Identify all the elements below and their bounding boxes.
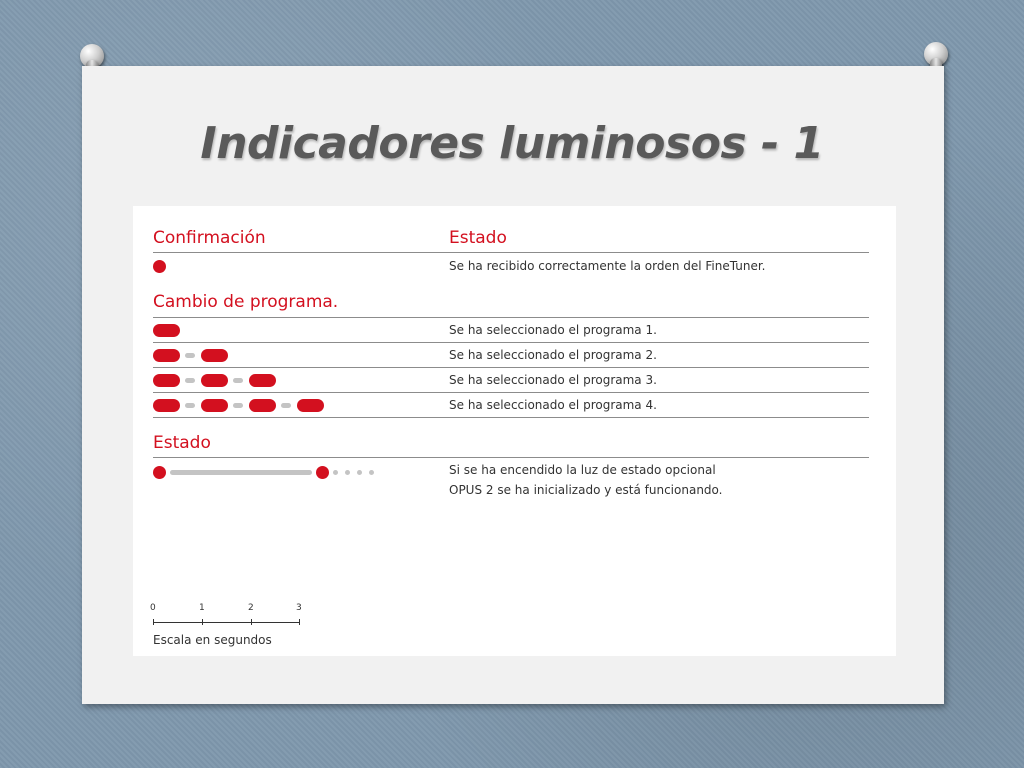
scale-axis — [153, 622, 299, 623]
pause-indicator — [185, 378, 195, 383]
program-change-header: Cambio de programa. — [153, 292, 339, 312]
state-header: Estado — [449, 228, 507, 248]
blink-indicator — [297, 399, 324, 412]
status-on-bar — [170, 470, 312, 475]
divider — [153, 317, 869, 318]
divider — [153, 392, 869, 393]
confirmation-header: Confirmación — [153, 228, 266, 248]
pause-indicator — [233, 378, 243, 383]
divider — [153, 342, 869, 343]
pause-indicator — [233, 403, 243, 408]
status-end-indicator — [316, 466, 329, 479]
confirmation-blink-indicator — [153, 260, 166, 273]
blink-indicator — [153, 324, 180, 337]
scale-tick-label: 0 — [150, 603, 156, 613]
divider — [153, 457, 869, 458]
pause-indicator — [281, 403, 291, 408]
scale-tick — [202, 619, 203, 625]
scale-tick-label: 3 — [296, 603, 302, 613]
status-description-line1: Si se ha encendido la luz de estado opcional — [449, 463, 716, 477]
program-description: Se ha seleccionado el programa 2. — [449, 348, 657, 362]
status-fade-dot — [357, 470, 362, 475]
status-fade-dot — [333, 470, 338, 475]
blink-indicator — [153, 349, 180, 362]
scale-tick-label: 2 — [248, 603, 254, 613]
confirmation-description: Se ha recibido correctamente la orden del FineTuner. — [449, 259, 766, 273]
blink-indicator — [201, 349, 228, 362]
indicator-table — [133, 206, 896, 656]
scale-caption: Escala en segundos — [153, 633, 272, 647]
slide-title: Indicadores luminosos - 1 — [200, 118, 824, 169]
blink-indicator — [153, 374, 180, 387]
pause-indicator — [185, 353, 195, 358]
status-fade-dot — [369, 470, 374, 475]
status-description-line2: OPUS 2 se ha inicializado y está funcionando. — [449, 483, 723, 497]
blink-indicator — [201, 399, 228, 412]
scale-tick — [153, 619, 154, 625]
scale-tick-label: 1 — [199, 603, 205, 613]
blink-indicator — [249, 399, 276, 412]
divider — [153, 252, 869, 253]
divider — [153, 367, 869, 368]
status-start-indicator — [153, 466, 166, 479]
scale-tick — [299, 619, 300, 625]
status-header: Estado — [153, 433, 211, 453]
blink-indicator — [249, 374, 276, 387]
pause-indicator — [185, 403, 195, 408]
program-description: Se ha seleccionado el programa 1. — [449, 323, 657, 337]
divider — [153, 417, 869, 418]
status-fade-dot — [345, 470, 350, 475]
program-description: Se ha seleccionado el programa 4. — [449, 398, 657, 412]
program-description: Se ha seleccionado el programa 3. — [449, 373, 657, 387]
blink-indicator — [201, 374, 228, 387]
scale-tick — [251, 619, 252, 625]
blink-indicator — [153, 399, 180, 412]
